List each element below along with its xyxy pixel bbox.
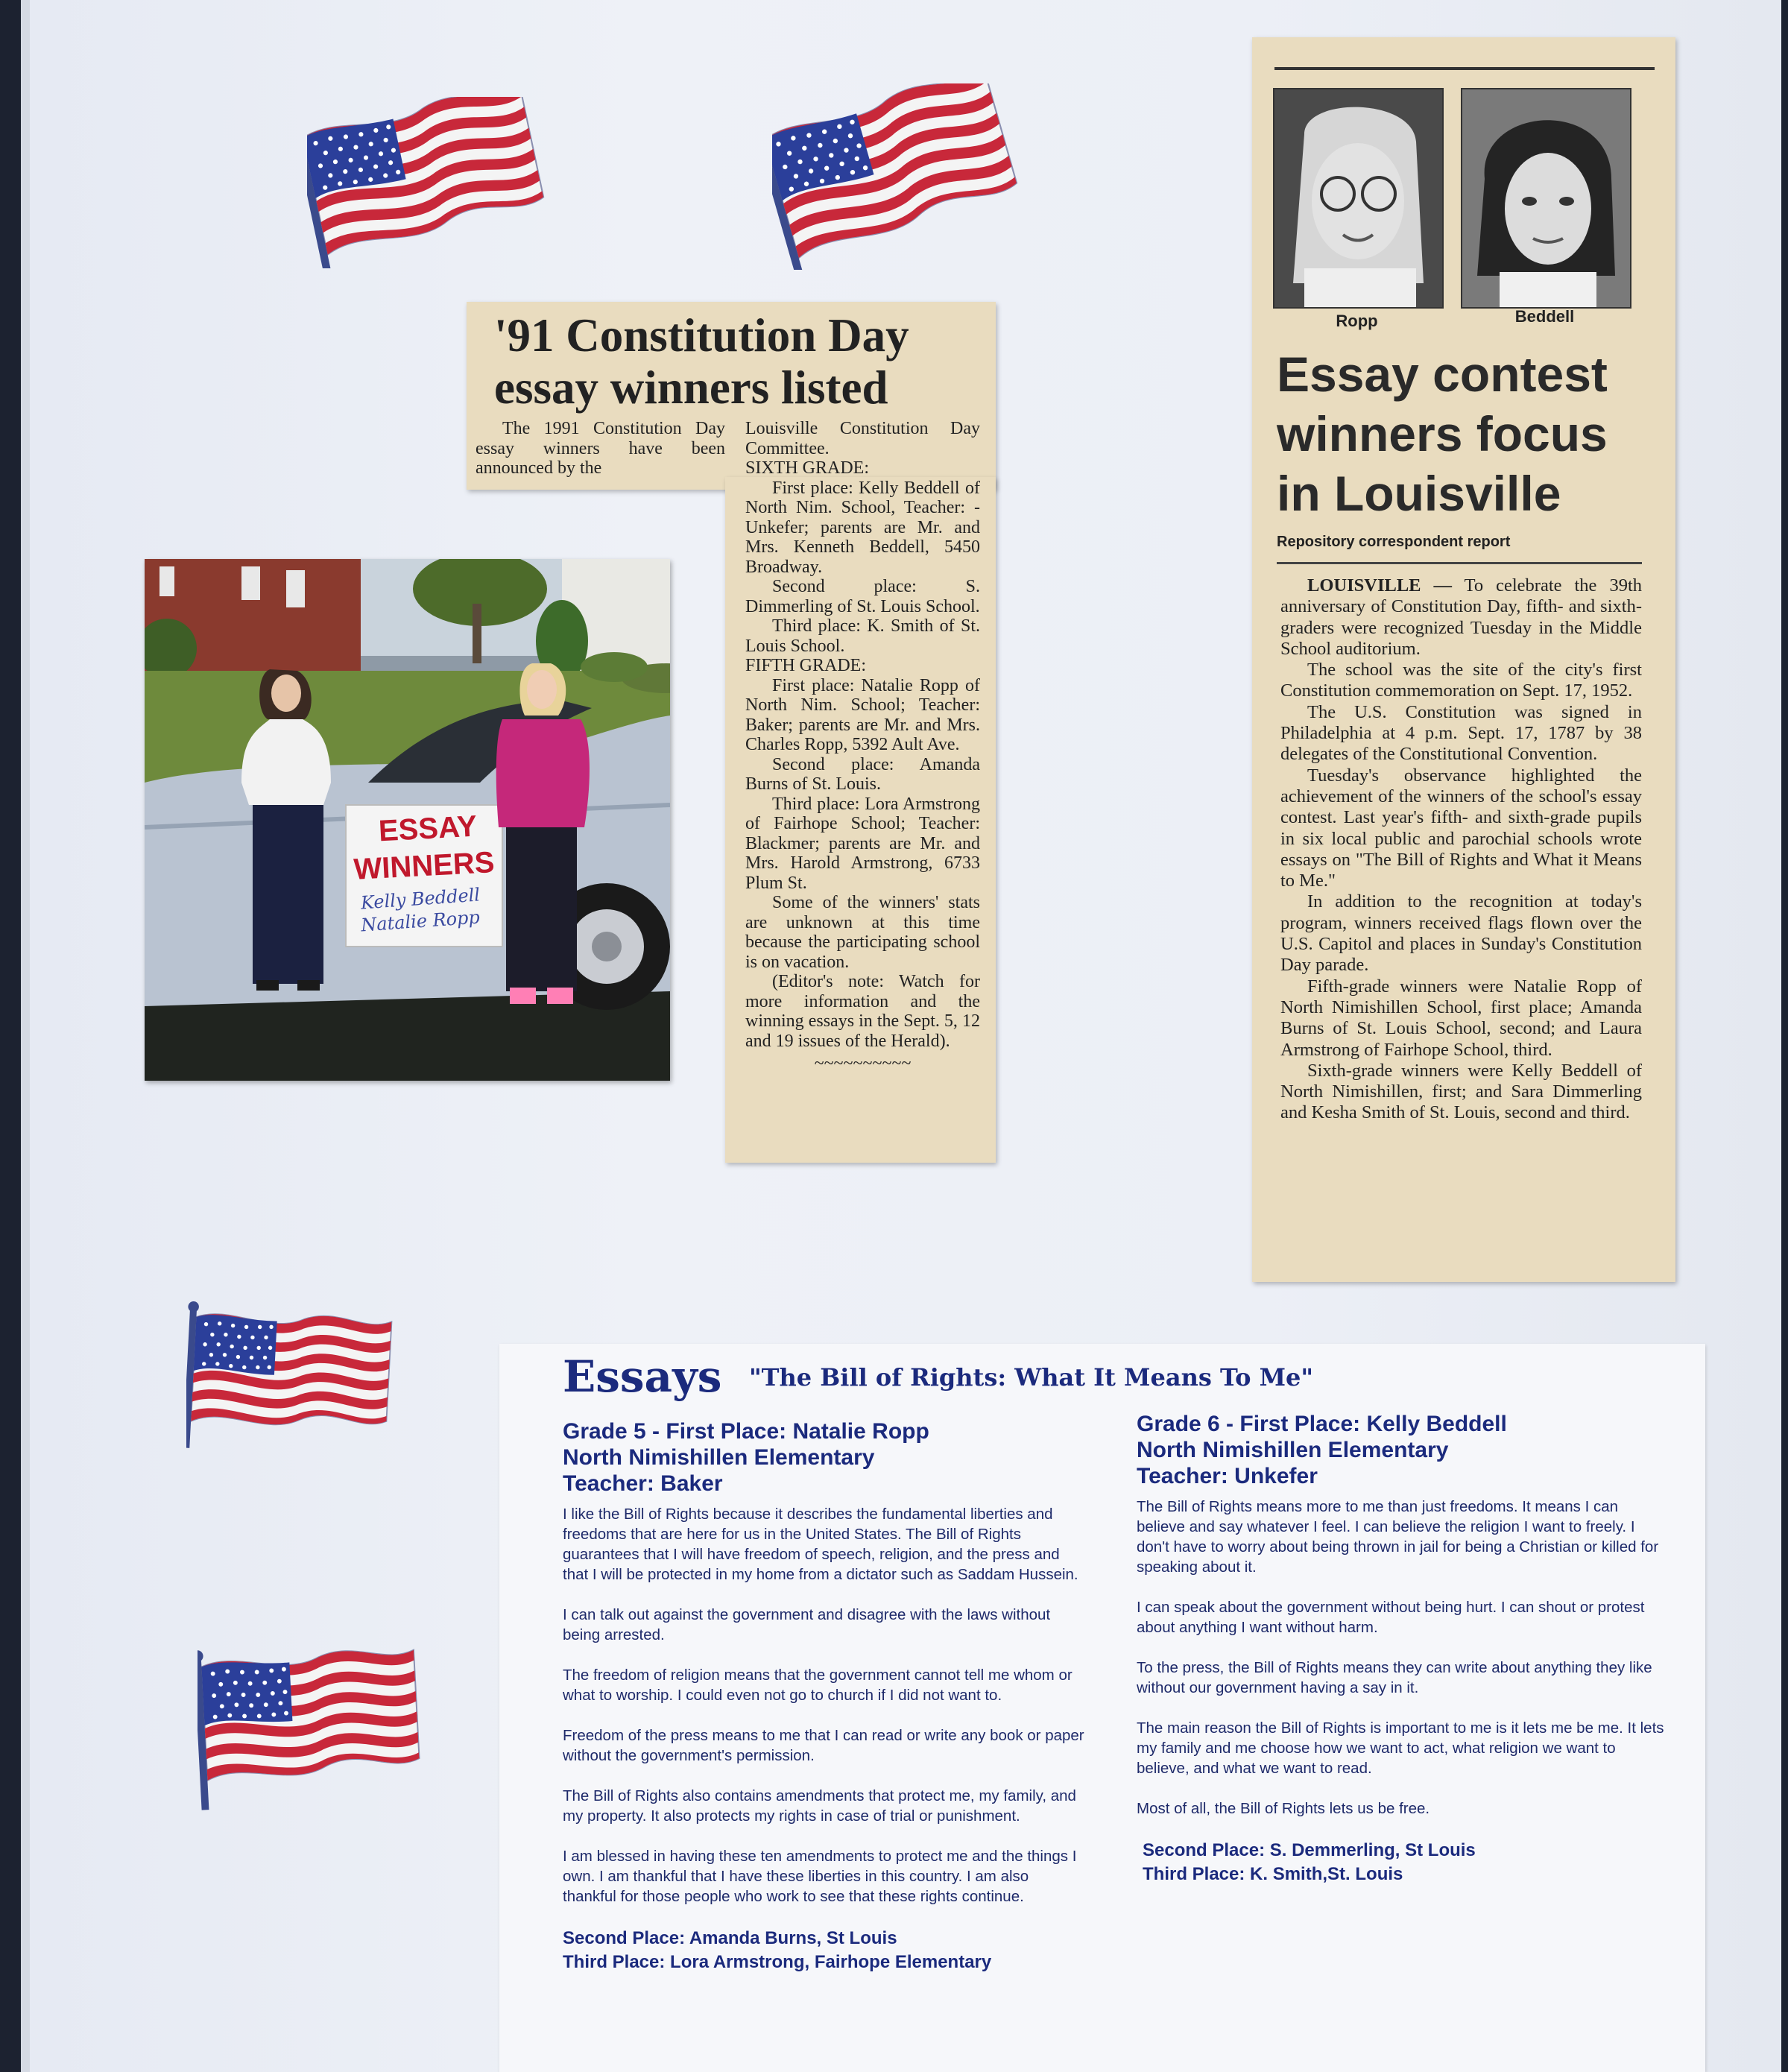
clipping-right-article bbox=[1280, 575, 1642, 1124]
essay-paragraph: I can speak about the government without being hurt. I can shout or protest about anything I want without harm. bbox=[1137, 1599, 1645, 1636]
sign-name-natalie: Natalie Ropp bbox=[360, 906, 481, 936]
grade6-heading-teacher: Teacher: Unkefer bbox=[1137, 1464, 1318, 1488]
essay-paragraph: I like the Bill of Rights because it describes the fundamental liberties and freedoms that are here for us in the United States. The Bill of Rights guarantees that I will have freedom of speech, religion, and the press and that I will be protected in my home from a dictator such as Saddam Hussein. bbox=[563, 1506, 1078, 1583]
essay-paragraph: The main reason the Bill of Rights is important to me is it lets me be me. It lets my family and me choose how we want to act, what religion we want to believe, and what we want to read. bbox=[1137, 1719, 1664, 1777]
article-paragraph: The school was the site of the city's first Constitution commemoration on Sept. 17, 1952. bbox=[1280, 660, 1642, 701]
article-paragraph: Sixth-grade winners were Kelly Beddell of North Nimishillen, first; and Sara Dimmerling and Kesha Smith of St. Louis, second and third. bbox=[1280, 1060, 1642, 1123]
essay-paragraph: Most of all, the Bill of Rights lets us be free. bbox=[1137, 1800, 1430, 1817]
essay-paragraph: To the press, the Bill of Rights means they can write about anything they like without our government having a say in it. bbox=[1137, 1659, 1652, 1696]
grade5-essay-body bbox=[563, 1504, 1084, 1907]
grade5-third-place: Third Place: Lora Armstrong, Fairhope Elementary bbox=[563, 1952, 992, 1972]
essay-paragraph: I am blessed in having these ten amendments to protect me and the things I own. I am thankful that I have these liberties in this country. I am also thankful for those people who work to see that these rights continue. bbox=[563, 1848, 1077, 1905]
caption-beddell: Beddell bbox=[1514, 307, 1575, 326]
essay-grade5 bbox=[563, 1418, 1096, 1974]
clipping-line: Louisville Constitution Day Committee. bbox=[745, 419, 980, 458]
essay-paragraph: Freedom of the press means to me that I can read or write any book or paper without the government's permission. bbox=[563, 1727, 1084, 1764]
article-paragraph: Tuesday's observance highlighted the achievement of the winners of the school's essay contest. Last year's fifth- and sixth-grade pupils in six local public and parochial schools wrote essays on "The Bill of Rights and What it Means to Me." bbox=[1280, 765, 1642, 891]
grade6-second-place: Second Place: S. Demmerling, St Louis bbox=[1143, 1840, 1476, 1860]
clipping-intro bbox=[476, 419, 725, 478]
article-paragraph: In addition to the recognition at today's program, winners received flags flown over the U.S. Capitol and places in Sunday's Constitution Day parade. bbox=[1280, 891, 1642, 976]
grade5-heading-place: Grade 5 - First Place: Natalie Ropp bbox=[563, 1419, 929, 1444]
grade5-heading-school: North Nimishillen Elementary bbox=[563, 1445, 875, 1470]
sign-name-kelly: Kelly Beddell bbox=[360, 884, 481, 914]
sign-title-essay: ESSAY bbox=[377, 809, 478, 848]
us-flag-icon bbox=[198, 1643, 425, 1811]
portrait-ropp-image bbox=[1274, 89, 1442, 307]
clipping-sixth-grade-heading: SIXTH GRADE: bbox=[745, 458, 869, 478]
clipping-end-mark: ~~~~~~~~~~ bbox=[814, 1054, 912, 1073]
portrait-beddell bbox=[1461, 88, 1631, 309]
essays-title: Essays bbox=[563, 1351, 722, 1402]
us-flag-icon bbox=[186, 1301, 395, 1465]
clipping-headline: '91 Constitution Day essay winners listed bbox=[494, 309, 909, 414]
article-paragraph: Fifth-grade winners were Natalie Ropp of North Nimishillen School, first place; Amanda Burns of St. Louis School, second; and Laura Armstrong of Fairhope School, third. bbox=[1280, 976, 1642, 1060]
clipping-line: First place: Natalie Ropp of North Nim. School; Teacher: Baker; parents are Mr. and Mrs. Charles Ropp, 5392 Ault Ave. bbox=[745, 675, 980, 754]
clipping-right-headline: Essay contest winners focus in Louisville bbox=[1277, 347, 1608, 521]
clipping-top-rule bbox=[1274, 67, 1655, 70]
us-flag-icon bbox=[772, 83, 1018, 270]
clipping-intro-text: The 1991 Constitution Day essay winners have been announced by the bbox=[476, 419, 725, 478]
essay-paragraph: The Bill of Rights means more to me than just freedoms. It means I can believe and say whatever I feel. I can believe the religion I want to freely. I don't have to worry about being thrown in jail for being a Christian or killed for speaking about it. bbox=[1137, 1498, 1659, 1576]
clipping-winners-list bbox=[745, 419, 980, 1074]
portrait-beddell-image bbox=[1462, 89, 1630, 307]
us-flag-icon bbox=[307, 97, 546, 268]
clipping-fifth-grade-heading: FIFTH GRADE: bbox=[745, 656, 867, 675]
clipping-line: Third place: K. Smith of St. Louis School. bbox=[745, 616, 980, 656]
byline-rule bbox=[1277, 562, 1642, 564]
article-paragraph: To celebrate the 39th anniversary of Constitution Day, fifth- and sixth-graders were recognized Tuesday in the Middle School auditorium. bbox=[1280, 575, 1642, 659]
essay-grade6 bbox=[1137, 1411, 1673, 1886]
grade6-third-place: Third Place: K. Smith,St. Louis bbox=[1143, 1864, 1403, 1884]
clipping-byline: Repository correspondent report bbox=[1277, 534, 1511, 550]
clipping-line: Third place: Lora Armstrong of Fairhope School; Teacher: Blackmer; parents are Mr. and Mrs. Harold Armstrong, 6733 Plum St. bbox=[745, 794, 980, 893]
clipping-line: Second place: S. Dimmerling of St. Louis School. bbox=[745, 577, 980, 616]
essays-panel bbox=[499, 1344, 1705, 2072]
winners-photo bbox=[145, 559, 670, 1081]
clipping-line: Some of the winners' stats are unknown at this time because the participating school is on vacation. bbox=[745, 893, 980, 972]
essay-paragraph: The Bill of Rights also contains amendments that protect me, my family, and my property. It also protects my rights in case of trial or punishment. bbox=[563, 1787, 1076, 1825]
essay-paragraph: The freedom of religion means that the government cannot tell me whom or what to worship. I could even not go to church if I did not want to. bbox=[563, 1667, 1073, 1704]
clipping-line: First place: Kelly Beddell of North Nim. School, Teacher: - Unkefer; parents are Mr. and Mrs. Kenneth Beddell, 5450 Broadway. bbox=[745, 478, 980, 577]
grade6-heading-school: North Nimishillen Elementary bbox=[1137, 1438, 1449, 1462]
grade5-heading-teacher: Teacher: Baker bbox=[563, 1471, 723, 1496]
clipping-line: (Editor's note: Watch for more information and the winning essays in the Sept. 5, 12 and 19 issues of the Herald). bbox=[745, 972, 980, 1051]
essays-subtitle: "The Bill of Rights: What It Means To Me" bbox=[749, 1363, 1314, 1392]
portrait-ropp bbox=[1273, 88, 1444, 309]
grade6-heading-place: Grade 6 - First Place: Kelly Beddell bbox=[1137, 1412, 1507, 1436]
essay-paragraph: I can talk out against the government and disagree with the laws without being arrested. bbox=[563, 1606, 1051, 1643]
article-paragraph: The U.S. Constitution was signed in Philadelphia at 4 p.m. Sept. 17, 1787 by 38 delegates of the Constitutional Convention. bbox=[1280, 701, 1642, 765]
clipping-dateline: LOUISVILLE — bbox=[1307, 575, 1453, 596]
caption-ropp: Ropp bbox=[1336, 312, 1378, 330]
clipping-line: Second place: Amanda Burns of St. Louis. bbox=[745, 754, 980, 794]
grade6-essay-body bbox=[1137, 1497, 1669, 1819]
grade5-second-place: Second Place: Amanda Burns, St Louis bbox=[563, 1928, 897, 1948]
sign-title-winners: WINNERS bbox=[353, 846, 496, 886]
